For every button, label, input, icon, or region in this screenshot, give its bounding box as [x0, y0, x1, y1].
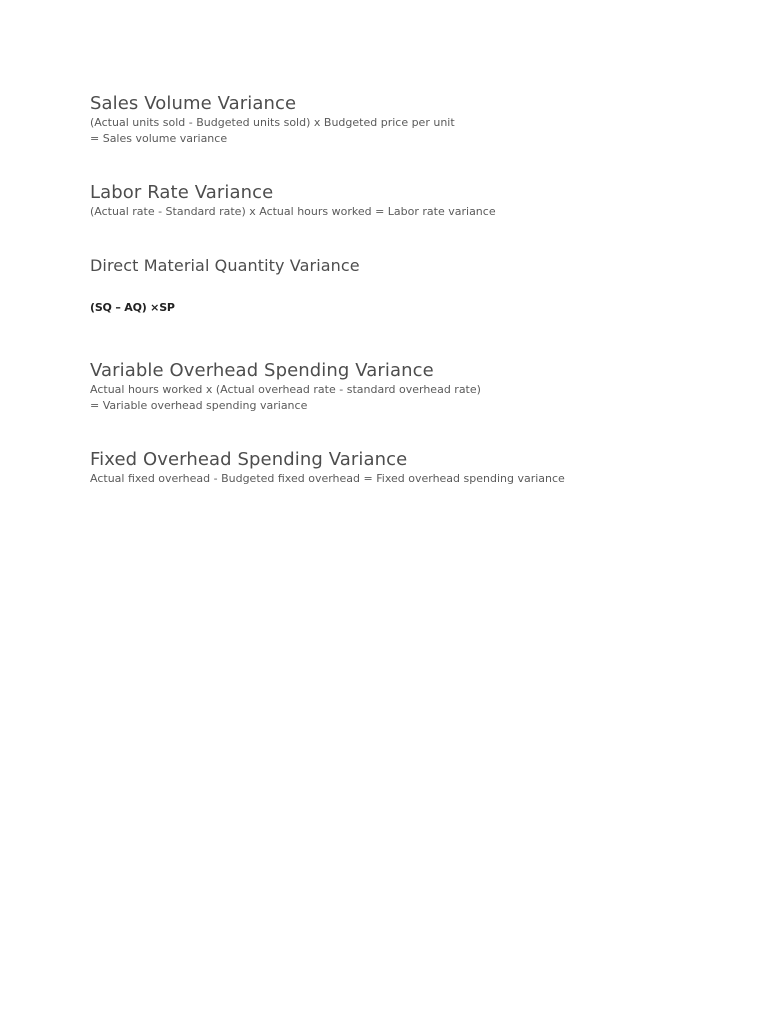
- formula-line: (Actual units sold - Budgeted units sold) x Budgeted price per unit: [90, 116, 455, 129]
- section-heading: Variable Overhead Spending Variance: [90, 360, 434, 381]
- section-heading: Fixed Overhead Spending Variance: [90, 449, 408, 470]
- formula-expression: (SQ – AQ) ×SP: [90, 301, 175, 314]
- section-direct-material-quantity-variance: [90, 256, 360, 314]
- section-labor-rate-variance: [90, 182, 496, 220]
- section-heading: Sales Volume Variance: [90, 93, 297, 114]
- formula-line: Actual fixed overhead - Budgeted fixed overhead = Fixed overhead spending variance: [90, 472, 565, 485]
- section-sales-volume-variance: [90, 93, 455, 147]
- section-variable-overhead-spending-variance: [90, 360, 481, 414]
- formula-line: = Variable overhead spending variance: [90, 399, 308, 412]
- formula-line: (Actual rate - Standard rate) x Actual hours worked = Labor rate variance: [90, 205, 496, 218]
- formula-line: Actual hours worked x (Actual overhead rate - standard overhead rate): [90, 383, 481, 396]
- formula-line: = Sales volume variance: [90, 132, 228, 145]
- section-fixed-overhead-spending-variance: [90, 449, 565, 487]
- section-heading: Direct Material Quantity Variance: [90, 256, 360, 275]
- section-heading: Labor Rate Variance: [90, 182, 274, 203]
